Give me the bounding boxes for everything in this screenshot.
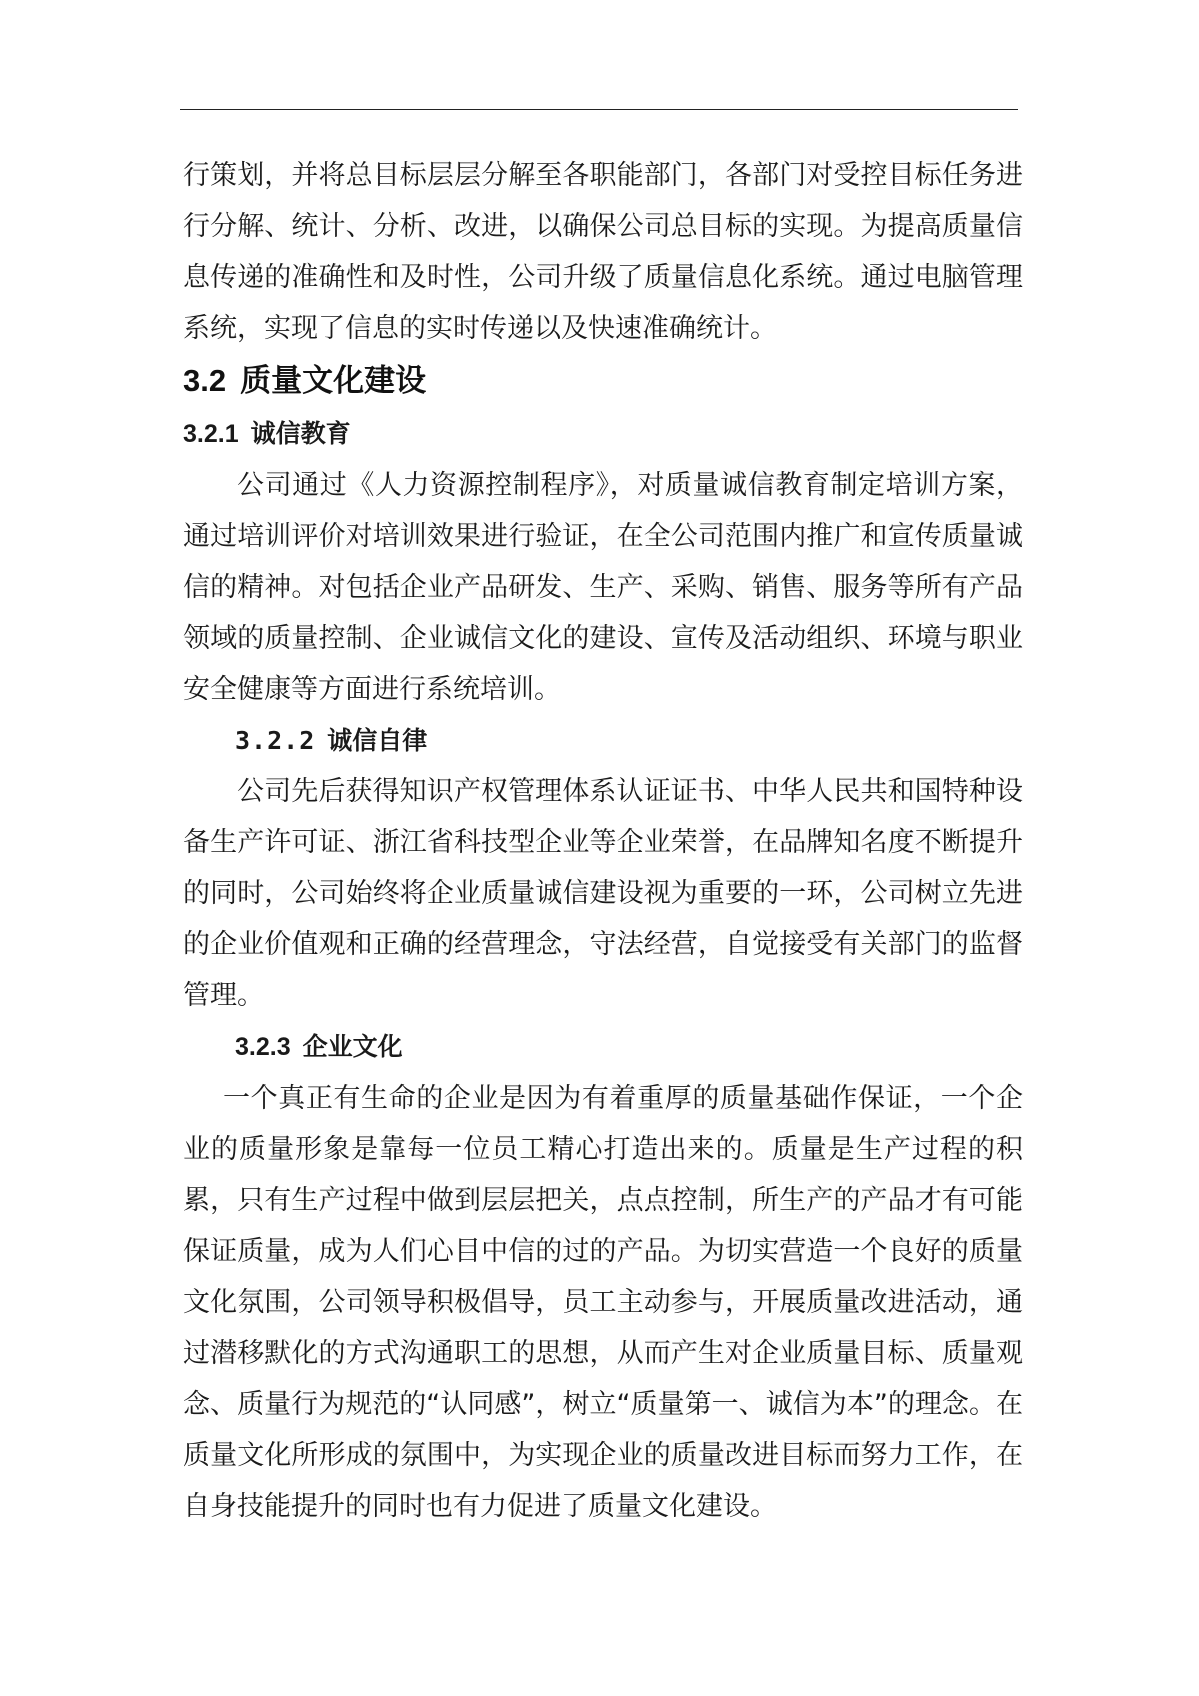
subsection-title: 企业文化 — [302, 1032, 403, 1061]
subsection-number: 3.2.2 — [235, 726, 316, 755]
section-heading-3-2 — [183, 354, 1023, 408]
section-title: 质量文化建设 — [240, 363, 427, 399]
subsection-heading-3-2-2 — [183, 715, 1023, 766]
subsection-title: 诚信教育 — [250, 419, 351, 448]
paragraph-integrity-education: 公司通过《人力资源控制程序》，对质量诚信教育制定培训方案，通过培训评价对培训效果进行验证，在全公司范围内推广和宣传质量诚信的精神。对包括企业产品研发、生产、采购、销售、服务等所有产品领域的质量控制、企业诚信文化的建设、宣传及活动组织、环境与职业安全健康等方面进行系统培训。 — [183, 470, 1023, 705]
paragraph-corporate-culture: 一个真正有生命的企业是因为有着重厚的质量基础作保证，一个企业的质量形象是靠每一位员工精心打造出来的。质量是生产过程的积累，只有生产过程中做到层层把关，点点控制，所生产的产品才有可能保证质量，成为人们心目中信的过的产品。为切实营造一个良好的质量文化氛围，公司领导积极倡导，员工主动参与，开展质量改进活动，通过潜移默化的方式沟通职工的思想，从而产生对企业质量目标、质量观念、质量行为规范的“认同感”，树立“质量第一、诚信为本”的理念。在质量文化所形成的氛围中，为实现企业的质量改进目标而努力工作，在自身技能提升的同时也有力促进了质量文化建设。 — [183, 1083, 1023, 1522]
paragraph-integrity-self-discipline: 公司先后获得知识产权管理体系认证证书、中华人民共和国特种设备生产许可证、浙江省科技型企业等企业荣誉，在品牌知名度不断提升的同时，公司始终将企业质量诚信建设视为重要的一环，公司树立先进的企业价值观和正确的经营理念，守法经营，自觉接受有关部门的监督管理。 — [183, 776, 1023, 1011]
header-rule — [180, 109, 1018, 110]
document-body — [183, 150, 1023, 1532]
subsection-heading-3-2-1 — [183, 408, 1023, 460]
subsection-number: 3.2.1 — [183, 420, 239, 448]
paragraph-continued: 行策划，并将总目标层层分解至各职能部门，各部门对受控目标任务进行分解、统计、分析、改进，以确保公司总目标的实现。为提高质量信息传递的准确性和及时性，公司升级了质量信息化系统。通过电脑管理系统，实现了信息的实时传递以及快速准确统计。 — [183, 160, 1023, 344]
subsection-number: 3.2.3 — [235, 1033, 291, 1061]
subsection-title: 诚信自律 — [327, 726, 428, 755]
subsection-heading-3-2-3 — [183, 1021, 1023, 1073]
section-number: 3.2 — [183, 363, 227, 398]
